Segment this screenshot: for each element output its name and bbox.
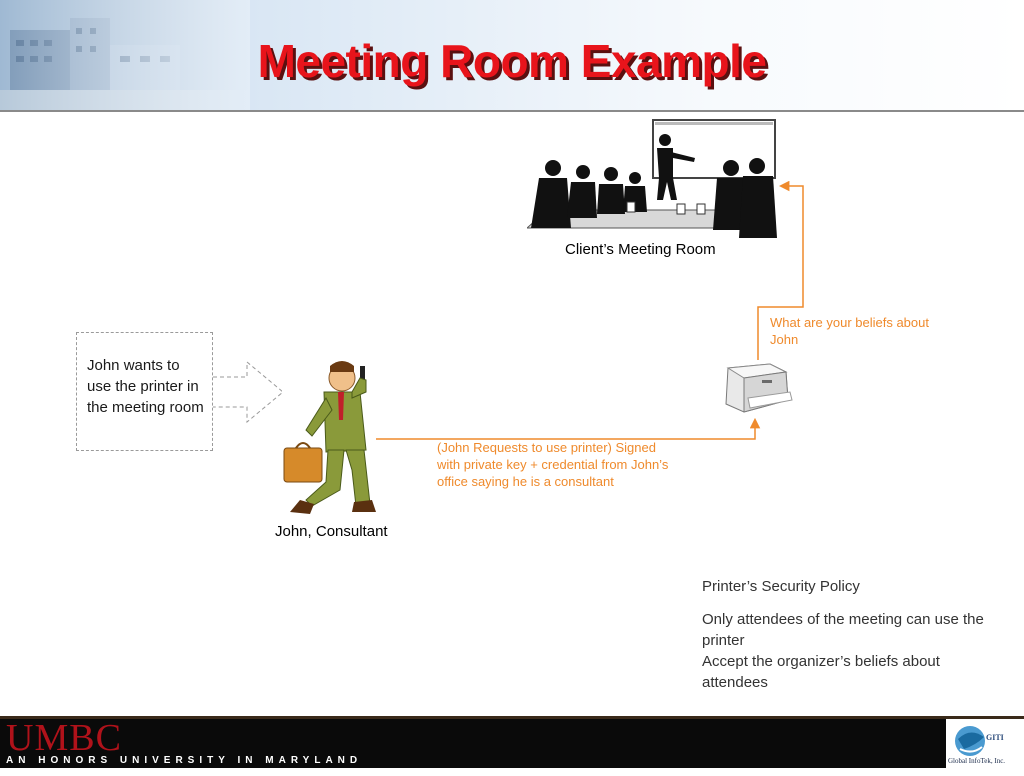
thought-arrow xyxy=(213,362,283,422)
policy-rule-1: Only attendees of the meeting can use the printer xyxy=(702,611,984,649)
umbc-tagline: AN HONORS UNIVERSITY IN MARYLAND xyxy=(6,755,363,766)
request-message-text: (John Requests to use printer) Signed with private key + credential from John’s office saying he is a consultant xyxy=(437,440,669,489)
printer-icon xyxy=(726,364,792,412)
consultant-label: John, Consultant xyxy=(275,523,388,540)
meeting-room-label: Client’s Meeting Room xyxy=(565,241,716,258)
umbc-logo: UMBC xyxy=(6,717,122,759)
slide-title: Meeting Room Example xyxy=(257,35,767,87)
giti-caption: Global InfoTek, Inc. xyxy=(948,757,1006,765)
consultant-image xyxy=(282,360,376,518)
policy-title: Printer’s Security Policy xyxy=(702,578,860,595)
giti-name: GITI xyxy=(986,733,1004,742)
john-wish-text: John wants to use the printer in the meeting room xyxy=(87,357,204,416)
request-arrow xyxy=(376,420,755,439)
beliefs-query-text: What are your beliefs about John xyxy=(770,315,929,347)
policy-rule-2: Accept the organizer’s beliefs about attendees xyxy=(702,653,940,691)
policy-rules xyxy=(702,609,992,693)
slide-footer xyxy=(0,716,1024,768)
